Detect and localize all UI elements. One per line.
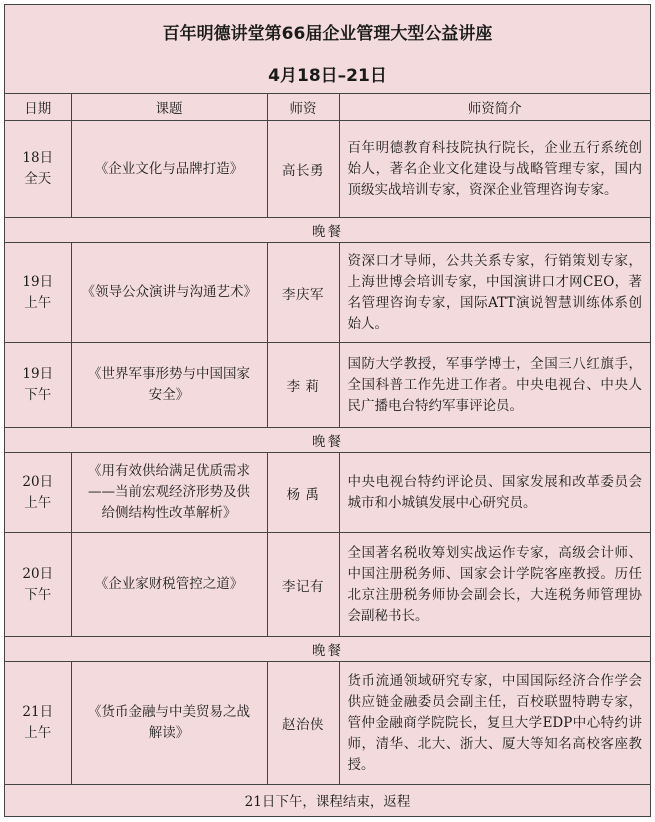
meal-row (5, 218, 650, 243)
footer-note: 21日下午，课程结束，返程 (5, 785, 650, 816)
session-teacher: 杨 禹 (267, 453, 339, 533)
session-teacher: 李庆军 (267, 243, 339, 343)
session-teacher: 李 莉 (267, 343, 339, 428)
session-teacher: 赵治侠 (267, 662, 339, 785)
session-bio: 百年明德教育科技院执行院长，企业五行系统创始人，著名企业文化建设与战略管理专家，国内顶级实战培训专家，资深企业管理咨询专家。 (339, 121, 650, 218)
session-course: 《世界军事形势与中国国家安全》 (71, 343, 267, 428)
session-course: 《货币金融与中美贸易之战解读》 (71, 662, 267, 785)
page-title: 百年明德讲堂第66届企业管理大型公益讲座 (162, 24, 493, 44)
table-row (5, 121, 650, 218)
session-day: 20日 (22, 565, 54, 582)
session-period: 上午 (24, 294, 52, 311)
session-date (5, 662, 71, 785)
table-row (5, 662, 650, 785)
schedule-sheet (4, 4, 651, 817)
session-day: 19日 (22, 273, 54, 290)
session-bio: 货币流通领域研究专家，中国国际经济合作学会供应链金融委员会副主任，百校联盟特聘专家，管仲金融商学院院长，复旦大学EDP中心特约讲师，清华、北大、浙大、厦大等知名高校客座教授。 (339, 662, 650, 785)
meal-label: 晚餐 (5, 428, 650, 453)
session-bio: 全国著名税收筹划实战运作专家，高级会计师、中国注册税务师、国家会计学院客座教授。历任北京注册税务师协会副会长，大连税务师管理协会副秘书长。 (339, 533, 650, 637)
title-block (5, 5, 650, 94)
header-teacher: 师资 (267, 93, 339, 121)
header-date: 日期 (5, 93, 71, 121)
table-header-row (5, 93, 650, 121)
session-bio: 资深口才导师，公共关系专家，行销策划专家，上海世博会培训专家，中国演讲口才网CEO，著名管理咨询专家，国际ATT演说智慧训练体系创始人。 (339, 243, 650, 343)
session-day: 21日 (22, 704, 54, 720)
footer-row (5, 785, 650, 816)
meal-label: 晚餐 (5, 218, 650, 243)
table-row (5, 453, 650, 533)
date-range: 4月18日–21日 (268, 66, 387, 86)
session-course: 《领导公众演讲与沟通艺术》 (71, 243, 267, 343)
session-period: 下午 (24, 387, 52, 403)
header-course: 课题 (71, 93, 267, 121)
session-period: 上午 (24, 725, 52, 741)
session-date (5, 343, 71, 428)
table-row (5, 243, 650, 343)
table-row (5, 343, 650, 428)
session-date (5, 453, 71, 533)
session-course: 《企业文化与品牌打造》 (71, 121, 267, 218)
session-course: 《用有效供给满足优质需求——当前宏观经济形势及供给侧结构性改革解析》 (71, 453, 267, 533)
session-date (5, 533, 71, 637)
session-period: 全天 (24, 171, 52, 187)
session-day: 20日 (22, 473, 54, 490)
session-course: 《企业家财税管控之道》 (71, 533, 267, 637)
table-row (5, 533, 650, 637)
session-day: 18日 (22, 150, 54, 166)
session-bio: 中央电视台特约评论员、国家发展和改革委员会城市和小城镇发展中心研究员。 (339, 453, 650, 533)
meal-row (5, 428, 650, 453)
session-date (5, 243, 71, 343)
session-period: 下午 (24, 586, 52, 603)
session-day: 19日 (22, 366, 54, 382)
header-bio: 师资简介 (339, 93, 650, 121)
session-date (5, 121, 71, 218)
session-teacher: 高长勇 (267, 121, 339, 218)
meal-label: 晚餐 (5, 637, 650, 662)
session-bio: 国防大学教授，军事学博士，全国三八红旗手，全国科普工作先进工作者。中央电视台、中央人民广播电台特约军事评论员。 (339, 343, 650, 428)
meal-row (5, 637, 650, 662)
schedule-table (5, 93, 650, 815)
session-period: 上午 (24, 494, 52, 511)
session-teacher: 李记有 (267, 533, 339, 637)
